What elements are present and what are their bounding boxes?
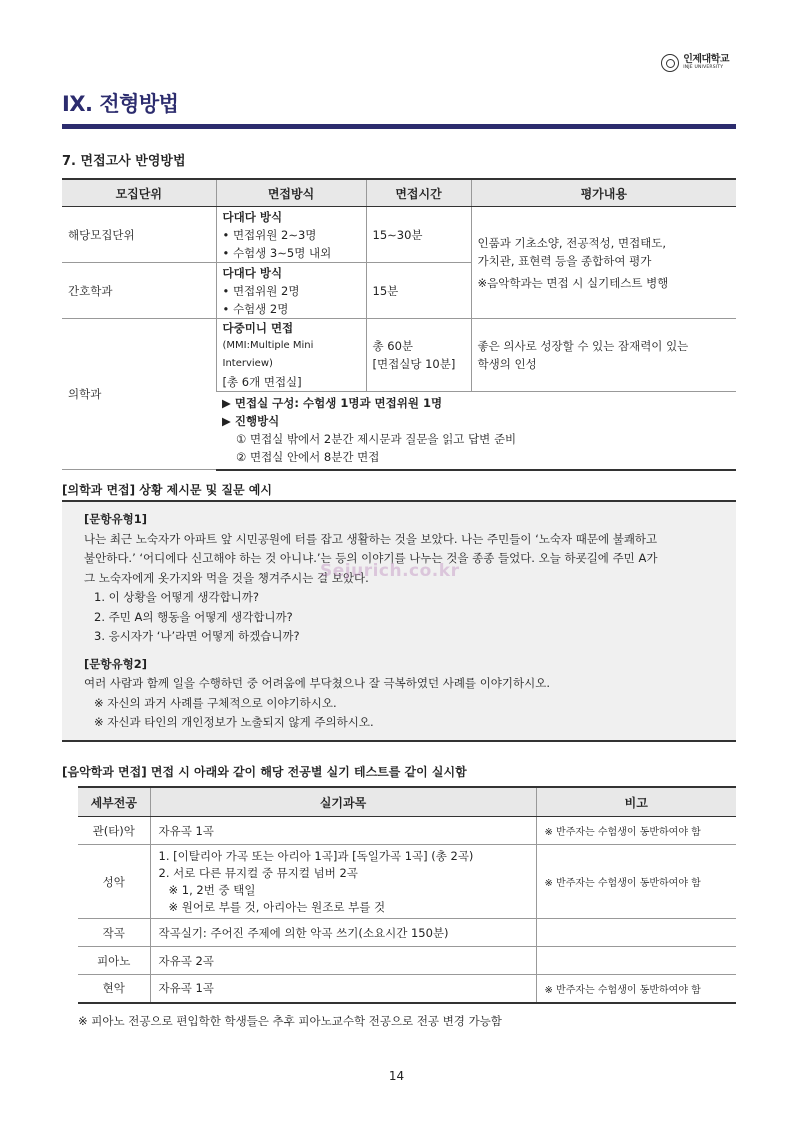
subject-line: 2. 서로 다른 뮤지컬 중 뮤지컬 넘버 2곡 [158, 865, 358, 880]
table-row [62, 319, 736, 392]
unit-cell: 의학과 [62, 319, 216, 470]
logo-korean-name: 인제대학교 [683, 54, 729, 66]
method-item: • 면접위원 2명 [222, 283, 300, 298]
medical-examples-heading: [의학과 면접] 상황 제시문 및 질문 예시 [62, 483, 272, 497]
major-cell: 피아노 [78, 947, 150, 975]
table-row [78, 975, 736, 1003]
evaluation-line: 학생의 인성 [477, 357, 537, 371]
music-practical-table [78, 786, 736, 1004]
note-cell: ※ 반주자는 수험생이 동반하여야 함 [536, 817, 736, 845]
major-cell: 성악 [78, 845, 150, 919]
note-cell [536, 947, 736, 975]
interview-method-table [62, 178, 736, 471]
prompt-line: 불안하다.’ ‘어디에다 신고해야 하는 것 아니냐.’는 등의 이야기를 나누는 것을 종종 들었다. 오늘 하굣길에 주민 A가 [84, 551, 658, 565]
university-logo [661, 54, 729, 72]
method-title: 다중미니 면접 [222, 321, 294, 335]
time-cell: 15분 [366, 263, 471, 319]
footnote: ※ 피아노 전공으로 편입학한 학생들은 추후 피아노교수학 전공으로 전공 변경 가능함 [78, 1014, 502, 1028]
major-cell: 작곡 [78, 919, 150, 947]
subjects-cell: 자유곡 2곡 [150, 947, 536, 975]
method-cell [216, 263, 366, 319]
section-title: Ⅸ. 전형방법 [62, 92, 179, 116]
major-cell: 현악 [78, 975, 150, 1003]
evaluation-cell [471, 207, 736, 319]
title-underline-bar [62, 124, 736, 129]
col-header-subjects: 실기과목 [150, 787, 536, 817]
table-row [62, 207, 736, 263]
time-line: [면접실당 10분] [372, 357, 456, 371]
method-subtitle: (MMI:Multiple Mini Interview) [222, 340, 314, 369]
table-row [78, 947, 736, 975]
university-seal-icon [661, 54, 679, 72]
unit-cell: 해당모집단위 [62, 207, 216, 263]
subjects-cell: 자유곡 1곡 [150, 817, 536, 845]
prompt-line: 그 노숙자에게 옷가지와 먹을 것을 챙겨주시는 걸 보았다. [84, 570, 369, 585]
process-title: ▶ 진행방식 [222, 414, 280, 429]
method-title: 다대다 방식 [222, 209, 283, 224]
col-header-evaluation: 평가내용 [471, 179, 736, 207]
table-row [78, 845, 736, 919]
prompt-line: 나는 최근 노숙자가 아파트 앞 시민공원에 터를 잡고 생활하는 것을 보았다. 나는 주민들이 ‘노숙자 때문에 불쾌하고 [84, 531, 658, 546]
evaluation-line: 가치관, 표현력 등을 종합하여 평가 [477, 253, 652, 268]
logo-english-name: INJE UNIVERSITY [683, 65, 724, 71]
note-cell: ※ 반주자는 수험생이 동반하여야 함 [536, 845, 736, 919]
question-note: ※ 자신의 과거 사례를 구체적으로 이야기하시오. [94, 695, 337, 710]
note-cell: ※ 반주자는 수험생이 동반하여야 함 [536, 975, 736, 1003]
method-item: • 수험생 3∼5명 내외 [222, 245, 332, 260]
subjects-cell: 자유곡 1곡 [150, 975, 536, 1003]
music-section-heading: [음악학과 면접] 면접 시 아래와 같이 해당 전공별 실기 테스트를 같이 실시함 [62, 765, 467, 779]
question-note: ※ 자신과 타인의 개인정보가 노출되지 않게 주의하시오. [94, 715, 374, 729]
table-row [78, 817, 736, 845]
composition-line: ▶ 면접실 구성: 수험생 1명과 면접위원 1명 [222, 396, 443, 411]
method-cell [216, 207, 366, 263]
time-cell: 15∼30분 [366, 207, 471, 263]
subject-line: 1. [이탈리아 가곡 또는 아리아 1곡]과 [독일가곡 1곡] (총 2곡) [158, 848, 474, 863]
page-number: 14 [388, 1069, 405, 1083]
table-row [78, 919, 736, 947]
col-header-method: 면접방식 [216, 179, 366, 207]
evaluation-line: 좋은 의사로 성장할 수 있는 잠재력이 있는 [477, 339, 689, 353]
question-type-label: [문항유형1] [84, 512, 147, 526]
medical-examples-box [62, 500, 736, 742]
evaluation-line: 인품과 기초소양, 전공적성, 면접태도, [477, 235, 667, 250]
method-cell [216, 319, 366, 392]
method-title: 다대다 방식 [222, 265, 283, 280]
col-header-major: 세부전공 [78, 787, 150, 817]
medical-process-cell [216, 392, 736, 470]
major-cell: 관(타)악 [78, 817, 150, 845]
method-item: • 수험생 2명 [222, 301, 289, 316]
subheading: 7. 면접고사 반영방법 [62, 154, 186, 169]
unit-cell: 간호학과 [62, 263, 216, 319]
process-item: ② 면접실 안에서 8분간 면접 [236, 450, 380, 465]
time-cell [366, 319, 471, 392]
time-line: 총 60분 [372, 339, 414, 353]
evaluation-note: ※음악학과는 면접 시 실기테스트 병행 [477, 275, 669, 290]
subject-line: ※ 원어로 부를 것, 아리아는 원조로 부를 것 [168, 899, 386, 914]
watermark: Sejurich.co.kr [320, 561, 460, 581]
subjects-cell [150, 845, 536, 919]
question-item: 1. 이 상황을 어떻게 생각합니까? [94, 590, 260, 604]
method-item: • 면접위원 2∼3명 [222, 227, 317, 242]
col-header-note: 비고 [536, 787, 736, 817]
col-header-unit: 모집단위 [62, 179, 216, 207]
method-rooms: [총 6개 면접실] [222, 375, 302, 389]
question-item: 3. 응시자가 ‘나’라면 어떻게 하겠습니까? [94, 629, 300, 643]
col-header-time: 면접시간 [366, 179, 471, 207]
question-item: 2. 주민 A의 행동을 어떻게 생각합니까? [94, 609, 293, 624]
note-cell [536, 919, 736, 947]
subjects-cell: 작곡실기: 주어진 주제에 의한 악곡 쓰기(소요시간 150분) [150, 919, 536, 947]
prompt-line: 여러 사람과 함께 일을 수행하던 중 어려움에 부닥쳤으나 잘 극복하였던 사례를 이야기하시오. [84, 676, 551, 690]
evaluation-cell [471, 319, 736, 392]
process-item: ① 면접실 밖에서 2분간 제시문과 질문을 읽고 답변 준비 [236, 432, 517, 447]
question-type-label: [문항유형2] [84, 656, 147, 671]
subject-line: ※ 1, 2번 중 택일 [168, 882, 256, 897]
